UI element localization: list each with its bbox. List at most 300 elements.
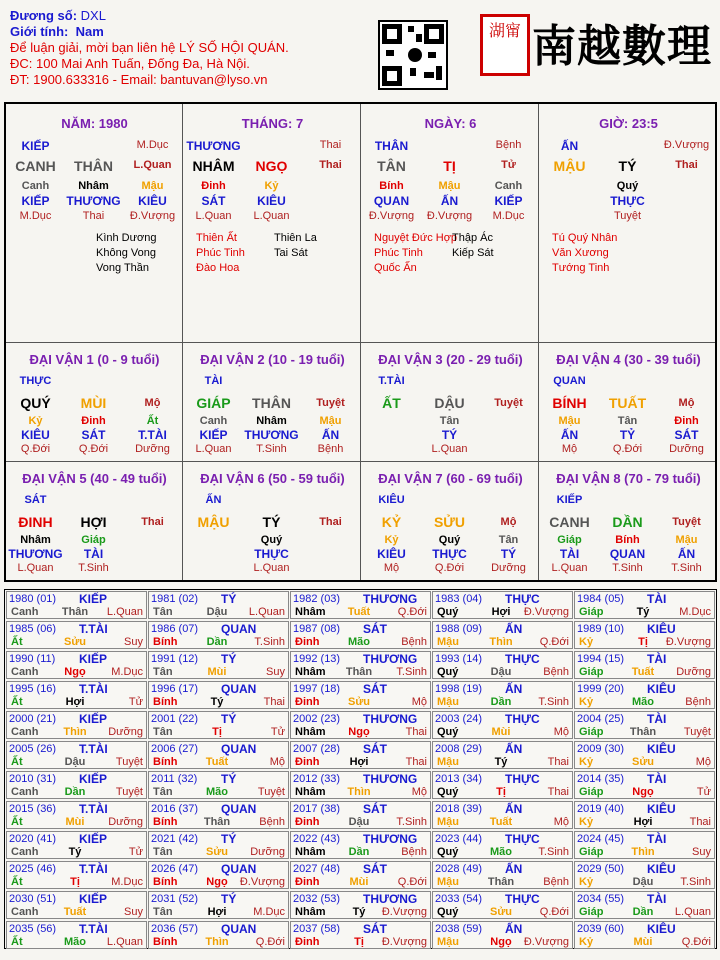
dai-van-hidden-stem: Quý [260, 534, 283, 546]
year-label: 1983 (04) [435, 593, 483, 605]
year-can: Bính [153, 696, 178, 708]
year-chi: Mùi [633, 936, 653, 948]
pillar-title: NĂM: 1980 [61, 116, 128, 131]
year-cell[interactable] [6, 621, 147, 649]
year-cell[interactable] [574, 891, 715, 919]
year-star: T.TÀI [79, 682, 108, 696]
year-label: 2033 (54) [435, 893, 483, 905]
year-cell[interactable] [290, 591, 431, 619]
dai-van-hidden-phase: L.Quan [431, 443, 468, 455]
year-star: THƯƠNG [363, 712, 418, 726]
year-phase: Mộ [695, 756, 711, 768]
year-cell[interactable] [432, 891, 573, 919]
year-phase: Q.Đới [255, 936, 285, 948]
dai-van-title: ĐẠI VẬN 7 (60 - 69 tuổi) [378, 471, 523, 486]
year-cell[interactable] [574, 591, 715, 619]
year-cell[interactable] [290, 621, 431, 649]
dai-van-hidden-stem: Kỷ [28, 415, 43, 427]
year-can: Quý [437, 606, 459, 618]
year-phase: Tử [128, 696, 143, 708]
dai-van-4 [540, 344, 717, 461]
hidden-stem: Canh [21, 180, 50, 192]
year-chi: Ngọ [348, 726, 370, 738]
qr-code-icon[interactable] [378, 20, 448, 90]
year-can: Bính [153, 876, 178, 888]
year-chi: Tuất [205, 756, 229, 768]
year-cell[interactable] [6, 711, 147, 739]
year-star: KIÊU [647, 742, 676, 756]
year-can: Giáp [579, 846, 604, 858]
dai-van-chi: TUẤT [608, 395, 647, 411]
year-star: ẤN [505, 922, 523, 936]
dai-van-title: ĐẠI VẬN 8 (70 - 79 tuổi) [556, 471, 701, 486]
year-label: 2037 (58) [293, 923, 341, 935]
dai-van-chi: MÙI [80, 395, 107, 411]
hidden-stem-phase: Thai [82, 210, 105, 222]
year-label: 2026 (47) [151, 863, 199, 875]
duong-so-line [10, 8, 360, 24]
pillar-title: NGÀY: 6 [424, 116, 477, 131]
year-phase: Q.Đới [397, 606, 427, 618]
year-phase: Q.Đới [681, 936, 711, 948]
year-cell[interactable] [432, 741, 573, 769]
year-label: 2014 (35) [577, 773, 625, 785]
dai-van-hidden-phase: Dưỡng [135, 443, 170, 455]
year-star: QUAN [221, 802, 257, 816]
than-sat-star: Tú Quý Nhân [552, 232, 618, 244]
year-star: KIẾP [79, 832, 108, 846]
year-cell[interactable] [6, 771, 147, 799]
dai-van-hidden-phase: L.Quan [551, 562, 588, 574]
dai-van-hidden-stem: Tân [439, 415, 460, 427]
pillar-can: NHÂM [192, 158, 235, 174]
year-label: 2036 (57) [151, 923, 199, 935]
year-star: TÀI [647, 892, 667, 906]
year-cell[interactable] [148, 651, 289, 679]
year-phase: Đ.Vượng [665, 636, 711, 648]
gioi-tinh-value: Nam [75, 24, 104, 39]
year-phase: L.Quan [248, 606, 285, 618]
dai-van-star: KIẾP [556, 494, 583, 506]
year-star: THỰC [505, 892, 540, 906]
hidden-stem-star: THỰC [610, 194, 645, 208]
year-star: T.TÀI [79, 922, 108, 936]
year-can: Đinh [295, 936, 320, 948]
dai-van-hidden-star: TỶ [619, 428, 636, 442]
pillar-chi-state: Thai [319, 159, 342, 171]
year-cell[interactable] [574, 651, 715, 679]
year-star: THƯƠNG [363, 652, 418, 666]
year-star: TÀI [647, 712, 667, 726]
year-phase: Đ.Vượng [381, 906, 427, 918]
year-cell[interactable] [148, 891, 289, 919]
year-can: Nhâm [295, 846, 326, 858]
year-can: Ất [11, 936, 23, 948]
year-cell[interactable] [432, 921, 573, 949]
year-cell[interactable] [290, 861, 431, 889]
dai-van-chi: DẦN [612, 514, 643, 530]
year-cell[interactable] [290, 741, 431, 769]
dai-van-star: KIÊU [378, 494, 405, 506]
year-star: TÝ [221, 772, 237, 786]
year-cell[interactable] [574, 741, 715, 769]
year-cell[interactable] [148, 831, 289, 859]
than-sat-star: Quốc Ấn [374, 262, 417, 274]
year-cell[interactable] [6, 891, 147, 919]
dai-van-title: ĐẠI VẬN 2 (10 - 19 tuổi) [200, 352, 345, 367]
year-phase: T.Sinh [396, 816, 427, 828]
year-can: Kỷ [579, 936, 594, 948]
hidden-stem-star: SÁT [201, 194, 226, 208]
year-label: 2018 (39) [435, 803, 483, 815]
year-phase: Q.Đới [539, 906, 569, 918]
year-can: Đinh [295, 636, 320, 648]
year-star: KIÊU [647, 682, 676, 696]
dai-van-title: ĐẠI VẬN 1 (0 - 9 tuổi) [29, 352, 160, 367]
dai-van-can: BÍNH [552, 395, 587, 411]
dai-van-hidden-phase: L.Quan [17, 562, 54, 574]
year-cell[interactable] [290, 891, 431, 919]
year-cell[interactable] [290, 681, 431, 709]
dai-van-hidden-phase: T.Sinh [256, 443, 287, 455]
year-cell[interactable] [6, 681, 147, 709]
dai-van-hidden-star: ẤN [321, 428, 340, 442]
year-chi: Tị [638, 636, 648, 648]
year-chi: Hợi [491, 606, 511, 618]
contact-line-3[interactable]: ĐT: 1900.633316 - Email: bantuvan@lyso.vn [10, 72, 268, 87]
year-label: 2003 (24) [435, 713, 483, 725]
year-cell[interactable] [148, 861, 289, 889]
year-phase: T.Sinh [254, 636, 285, 648]
hidden-stem-phase: Đ.Vượng [129, 210, 176, 222]
year-cell[interactable] [6, 921, 147, 949]
year-chi: Sửu [489, 906, 513, 918]
dai-van-hidden-stem: Bính [615, 534, 640, 546]
year-can: Ất [11, 636, 23, 648]
year-label: 2010 (31) [9, 773, 57, 785]
year-star: TÀI [647, 592, 667, 606]
year-chi: Tý [68, 846, 82, 858]
dai-van-hidden-star: TÝ [500, 547, 517, 561]
year-chi: Hợi [349, 756, 369, 768]
year-cell[interactable] [432, 621, 573, 649]
year-chi: Dần [348, 846, 370, 858]
gioi-tinh-line [10, 24, 360, 40]
year-chi: Dần [206, 636, 228, 648]
dai-van-hidden-stem: Quý [438, 534, 461, 546]
year-chi: Ngọ [206, 876, 228, 888]
dai-van-2 [184, 344, 361, 461]
year-label: 1985 (06) [9, 623, 57, 635]
year-cell[interactable] [574, 801, 715, 829]
dai-van-title: ĐẠI VẬN 4 (30 - 39 tuổi) [556, 352, 701, 367]
year-star: THỰC [505, 832, 540, 846]
dai-van-can: MẬU [197, 514, 230, 530]
year-cell[interactable] [6, 591, 147, 619]
year-label: 1990 (11) [9, 653, 56, 665]
year-chi: Dậu [632, 876, 654, 888]
year-chi: Dần [632, 906, 654, 918]
year-cell[interactable] [432, 831, 573, 859]
year-cell[interactable] [432, 771, 573, 799]
dai-van-hidden-star: ẤN [560, 428, 579, 442]
year-cell[interactable] [148, 621, 289, 649]
year-chi: Tị [70, 876, 80, 888]
dai-van-hidden-star: KIÊU [21, 428, 50, 442]
year-chi: Tuất [63, 906, 87, 918]
dai-van-state: Thai [141, 516, 164, 528]
year-phase: Đ.Vượng [381, 936, 427, 948]
dai-van-chi: HỢI [80, 514, 107, 530]
year-phase: Đ.Vượng [523, 606, 569, 618]
dai-van-state: Mộ [500, 516, 517, 528]
dai-van-hidden-star: KIẾP [199, 428, 228, 442]
year-label: 2027 (48) [293, 863, 341, 875]
year-can: Kỷ [579, 696, 594, 708]
year-can: Nhâm [295, 666, 326, 678]
dai-van-3 [362, 344, 539, 461]
year-chi: Dậu [490, 666, 512, 678]
year-cell[interactable] [574, 831, 715, 859]
year-phase: Thai [547, 786, 569, 798]
year-cell[interactable] [148, 771, 289, 799]
year-cell[interactable] [290, 711, 431, 739]
year-cell[interactable] [148, 801, 289, 829]
year-can: Mậu [437, 636, 459, 648]
year-star: TÝ [221, 652, 237, 666]
year-can: Ất [11, 816, 23, 828]
pillar-title: GIỜ: 23:5 [599, 116, 658, 131]
year-label: 2029 (50) [577, 863, 625, 875]
year-cell[interactable] [290, 921, 431, 949]
dai-van-hidden-phase: T.Sinh [612, 562, 643, 574]
year-star: KIÊU [647, 922, 676, 936]
hidden-stem-phase: Tuyệt [613, 210, 642, 222]
year-phase: Q.Đới [539, 636, 569, 648]
year-cell[interactable] [432, 651, 573, 679]
year-cell[interactable] [432, 711, 573, 739]
dai-van-hidden-phase: T.Sinh [671, 562, 702, 574]
hidden-stem: Mậu [438, 180, 461, 192]
pillar-3 [362, 104, 539, 342]
year-can: Quý [437, 846, 459, 858]
dai-van-8 [540, 463, 717, 580]
year-cell[interactable] [574, 921, 715, 949]
year-star: THỰC [505, 712, 540, 726]
year-can: Bính [153, 816, 178, 828]
year-can: Mậu [437, 876, 459, 888]
year-cell[interactable] [6, 741, 147, 769]
dai-van-state: Thai [319, 516, 342, 528]
year-cell[interactable] [432, 861, 573, 889]
year-label: 2028 (49) [435, 863, 483, 875]
pillar-can: TÂN [377, 158, 406, 174]
than-sat-star: Văn Xương [552, 247, 609, 259]
year-cell[interactable] [148, 681, 289, 709]
year-label: 2025 (46) [9, 863, 57, 875]
year-chi: Sửu [63, 636, 87, 648]
hidden-stem-star: ẤN [440, 194, 459, 208]
year-cell[interactable] [290, 651, 431, 679]
year-phase: Dưỡng [250, 846, 285, 858]
year-phase: Đ.Vượng [523, 936, 569, 948]
dai-van-hidden-star: TÀI [559, 547, 580, 561]
year-can: Mậu [437, 936, 459, 948]
year-cell[interactable] [574, 771, 715, 799]
year-chi: Thân [629, 726, 657, 738]
year-can: Ất [11, 756, 23, 768]
year-cell[interactable] [148, 711, 289, 739]
dai-van-title: ĐẠI VẬN 6 (50 - 59 tuổi) [200, 471, 345, 486]
year-cell[interactable] [6, 801, 147, 829]
year-can: Canh [11, 666, 39, 678]
year-cell[interactable] [290, 771, 431, 799]
year-chi: Tý [636, 606, 650, 618]
year-star: TÝ [221, 892, 237, 906]
year-star: SÁT [363, 622, 387, 636]
year-chi: Mão [348, 636, 370, 648]
year-can: Quý [437, 726, 459, 738]
year-star: ẤN [505, 862, 523, 876]
than-sat-star: Đào Hoa [196, 262, 240, 274]
year-chi: Tý [210, 696, 224, 708]
than-sat-star: Nguyệt Đức Hợp [374, 232, 458, 244]
year-label: 2039 (60) [577, 923, 625, 935]
dai-van-chi: SỬU [433, 514, 466, 530]
year-cell[interactable] [432, 801, 573, 829]
dai-van-chi: THÂN [252, 395, 291, 411]
year-star: THỰC [505, 652, 540, 666]
dai-van-hidden-star: KIÊU [377, 547, 406, 561]
than-sat-star: Kình Dương [96, 232, 157, 244]
dai-van-title: ĐẠI VẬN 5 (40 - 49 tuổi) [22, 471, 167, 486]
than-sat-star: Phúc Tinh [374, 247, 423, 259]
year-label: 1986 (07) [151, 623, 199, 635]
dai-van-hidden-stem: Mậu [558, 415, 581, 427]
year-label: 2031 (52) [151, 893, 199, 905]
year-phase: T.Sinh [396, 666, 427, 678]
dai-van-hidden-star: THỰC [432, 547, 467, 561]
year-chi: Mùi [65, 816, 85, 828]
pillar-chi-state: L.Quan [133, 159, 172, 171]
pillar-can: MẬU [553, 158, 586, 174]
year-phase: Suy [124, 906, 143, 918]
than-sat-star: Vong Thần [96, 262, 150, 274]
year-chi: Sửu [631, 756, 655, 768]
dai-van-hidden-stem: Đinh [81, 415, 106, 427]
dai-van-title: ĐẠI VẬN 3 (20 - 29 tuổi) [378, 352, 523, 367]
hidden-stem-star: THƯƠNG [66, 194, 121, 208]
year-cell[interactable] [148, 921, 289, 949]
year-cell[interactable] [148, 591, 289, 619]
pillar-chi: TỊ [443, 158, 456, 174]
dai-van-hidden-star: SÁT [674, 428, 699, 442]
year-cell[interactable] [432, 681, 573, 709]
dai-van-state: Tuyệt [494, 397, 523, 409]
year-label: 1993 (14) [435, 653, 483, 665]
year-cell[interactable] [290, 831, 431, 859]
pillar-title: THÁNG: 7 [241, 116, 304, 131]
year-can: Mậu [437, 816, 459, 828]
hidden-stem-star: KIẾP [21, 194, 50, 208]
year-phase: Suy [124, 636, 143, 648]
year-can: Tân [153, 906, 173, 918]
year-phase: Mộ [269, 756, 285, 768]
pillar-star: KIẾP [21, 139, 50, 153]
year-phase: Bệnh [543, 876, 569, 888]
year-can: Canh [11, 786, 39, 798]
dai-van-star: THỰC [19, 375, 52, 387]
hidden-stem-phase: M.Dục [492, 210, 525, 222]
year-chi: Thìn [489, 636, 513, 648]
dai-van-hidden-star: T.TÀI [138, 428, 167, 442]
year-phase: Thai [263, 696, 285, 708]
year-can: Bính [153, 936, 178, 948]
than-sat-star: Thập Ác [452, 232, 493, 244]
dai-van-star: QUAN [553, 375, 586, 387]
year-cell[interactable] [574, 711, 715, 739]
than-sat-star: Tướng Tinh [552, 262, 610, 274]
year-phase: Tuyệt [257, 786, 285, 798]
year-phase: Mộ [553, 816, 569, 828]
year-phase: M.Dục [111, 876, 143, 888]
year-label: 2009 (30) [577, 743, 625, 755]
dai-van-can: ĐINH [18, 514, 53, 530]
year-chi: Tị [496, 786, 506, 798]
year-star: ẤN [505, 802, 523, 816]
year-cell[interactable] [6, 651, 147, 679]
year-cell[interactable] [432, 591, 573, 619]
year-cell[interactable] [574, 621, 715, 649]
year-star: SÁT [363, 682, 387, 696]
year-phase: Mộ [411, 786, 427, 798]
year-label: 2019 (40) [577, 803, 625, 815]
year-phase: Thai [405, 756, 427, 768]
year-can: Quý [437, 666, 459, 678]
year-label: 2001 (22) [151, 713, 199, 725]
year-can: Giáp [579, 726, 604, 738]
year-chi: Dậu [348, 816, 370, 828]
year-cell[interactable] [574, 861, 715, 889]
contact-line-2: ĐC: 100 Mai Anh Tuấn, Đống Đa, Hà Nội. [10, 56, 250, 71]
hidden-stem-star: QUAN [373, 194, 410, 208]
year-phase: Mộ [553, 726, 569, 738]
year-chi: Thân [203, 816, 231, 828]
year-can: Nhâm [295, 606, 326, 618]
year-cell[interactable] [6, 831, 147, 859]
year-phase: Bệnh [543, 666, 569, 678]
pillar-star: ẤN [560, 139, 579, 153]
year-label: 2007 (28) [293, 743, 341, 755]
year-can: Kỷ [579, 636, 594, 648]
dai-van-can: QUÝ [20, 395, 51, 411]
year-chi: Tuất [489, 816, 513, 828]
year-label: 1987 (08) [293, 623, 341, 635]
than-sat-star: Thiên La [274, 232, 317, 244]
contact-line-1: Để luận giải, mời bạn liên hệ LÝ SỐ HỘI QUÁN. [10, 40, 289, 55]
dai-van-6 [184, 463, 361, 580]
year-cell[interactable] [290, 801, 431, 829]
year-chi: Ngọ [64, 666, 86, 678]
pillar-chi-state: Thai [675, 159, 698, 171]
year-cell[interactable] [574, 681, 715, 709]
dai-van-hidden-stem: Nhâm [20, 534, 51, 546]
year-cell[interactable] [6, 861, 147, 889]
year-chi: Thìn [205, 936, 229, 948]
year-chi: Thìn [63, 726, 87, 738]
year-cell[interactable] [148, 741, 289, 769]
header [10, 8, 360, 88]
